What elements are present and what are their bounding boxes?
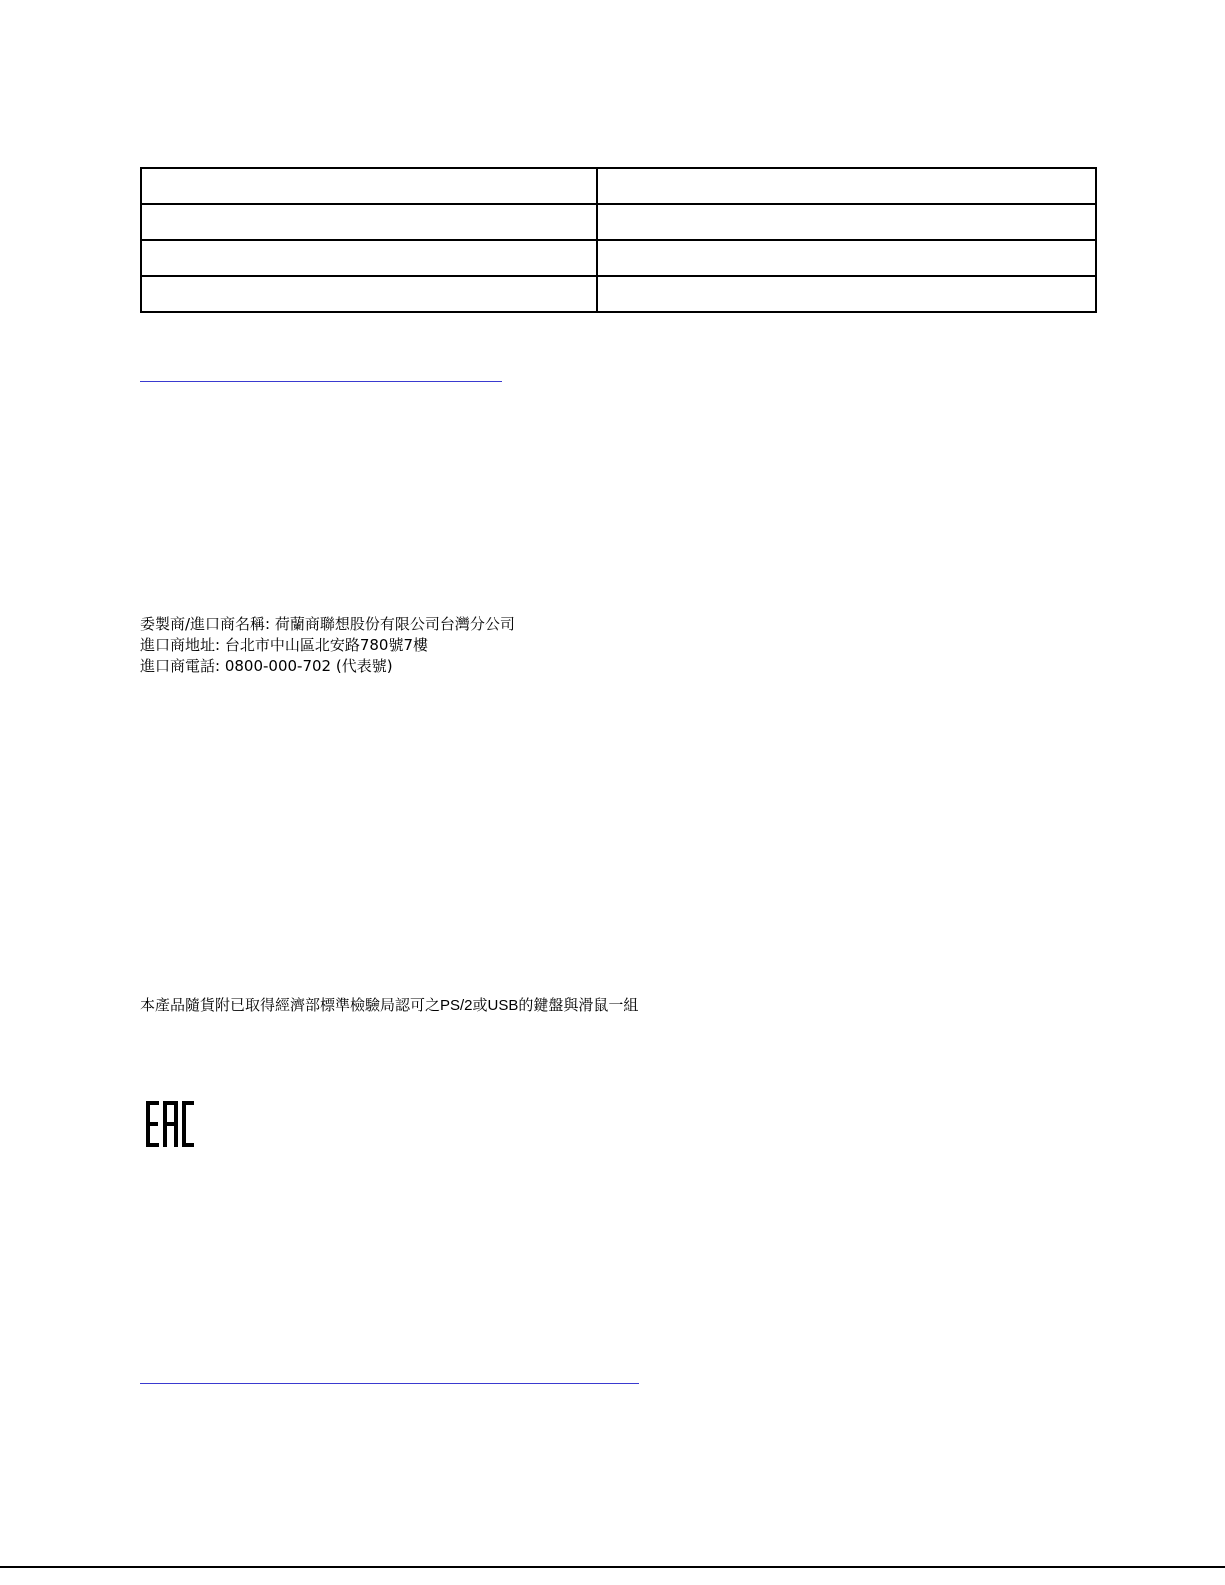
table-cell bbox=[597, 276, 1096, 312]
table-cell bbox=[141, 240, 597, 276]
table-cell bbox=[141, 168, 597, 204]
table-row bbox=[141, 168, 1096, 204]
importer-name: 委製商/進口商名稱: 荷蘭商聯想股份有限公司台灣分公司 bbox=[140, 615, 515, 633]
importer-phone: 進口商電話: 0800-000-702 (代表號) bbox=[140, 657, 393, 675]
table-cell bbox=[597, 240, 1096, 276]
table-cell bbox=[141, 204, 597, 240]
keyboard-mouse-notice: 本產品隨貨附已取得經濟部標準檢驗局認可之PS/2或USB的鍵盤與滑鼠一組 bbox=[140, 997, 639, 1014]
table-cell bbox=[597, 168, 1096, 204]
document-link[interactable] bbox=[140, 381, 502, 382]
table-row bbox=[141, 240, 1096, 276]
importer-address: 進口商地址: 台北市中山區北安路780號7樓 bbox=[140, 636, 428, 654]
page-divider bbox=[0, 1566, 1225, 1568]
document-link[interactable] bbox=[140, 1383, 639, 1384]
certification-table bbox=[140, 167, 1097, 313]
table-row bbox=[141, 276, 1096, 312]
eac-mark-icon bbox=[146, 1101, 194, 1147]
taiwan-importer-info bbox=[140, 614, 515, 677]
table-row bbox=[141, 204, 1096, 240]
table-cell bbox=[141, 276, 597, 312]
table-cell bbox=[597, 204, 1096, 240]
